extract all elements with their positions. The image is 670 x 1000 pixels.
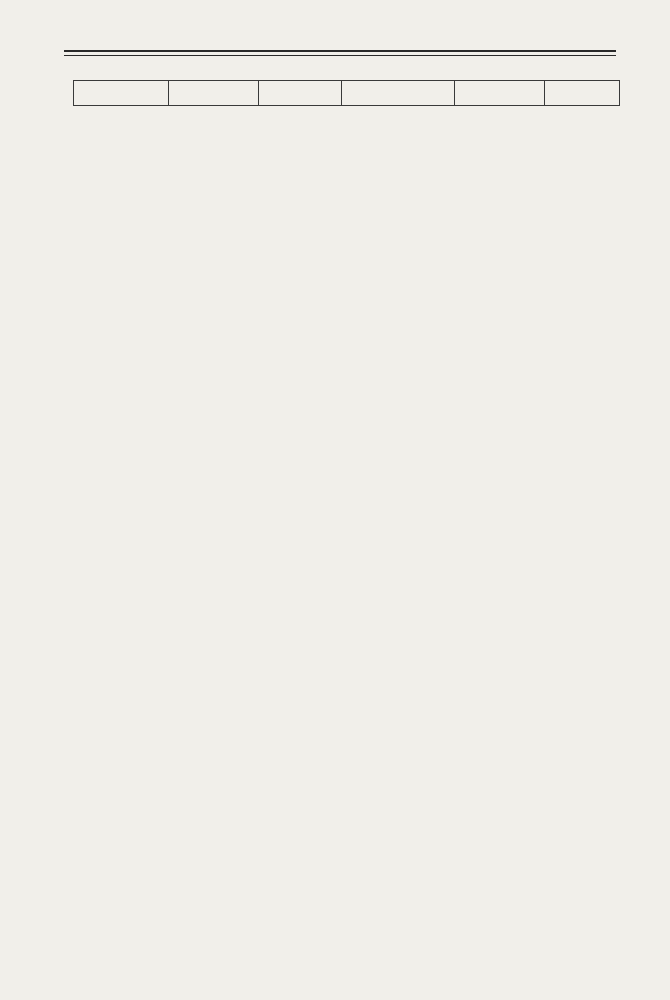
col-header-amount-right [545, 81, 620, 106]
col-header-village-left [74, 81, 169, 106]
col-header-name-right [455, 81, 545, 106]
col-header-name-left [169, 81, 259, 106]
table-header-row [74, 81, 620, 106]
col-header-village-right [342, 81, 455, 106]
donation-table [73, 80, 620, 106]
header-rule-thin [64, 55, 616, 56]
col-header-amount-left [259, 81, 342, 106]
header-rule-thick [64, 50, 616, 52]
